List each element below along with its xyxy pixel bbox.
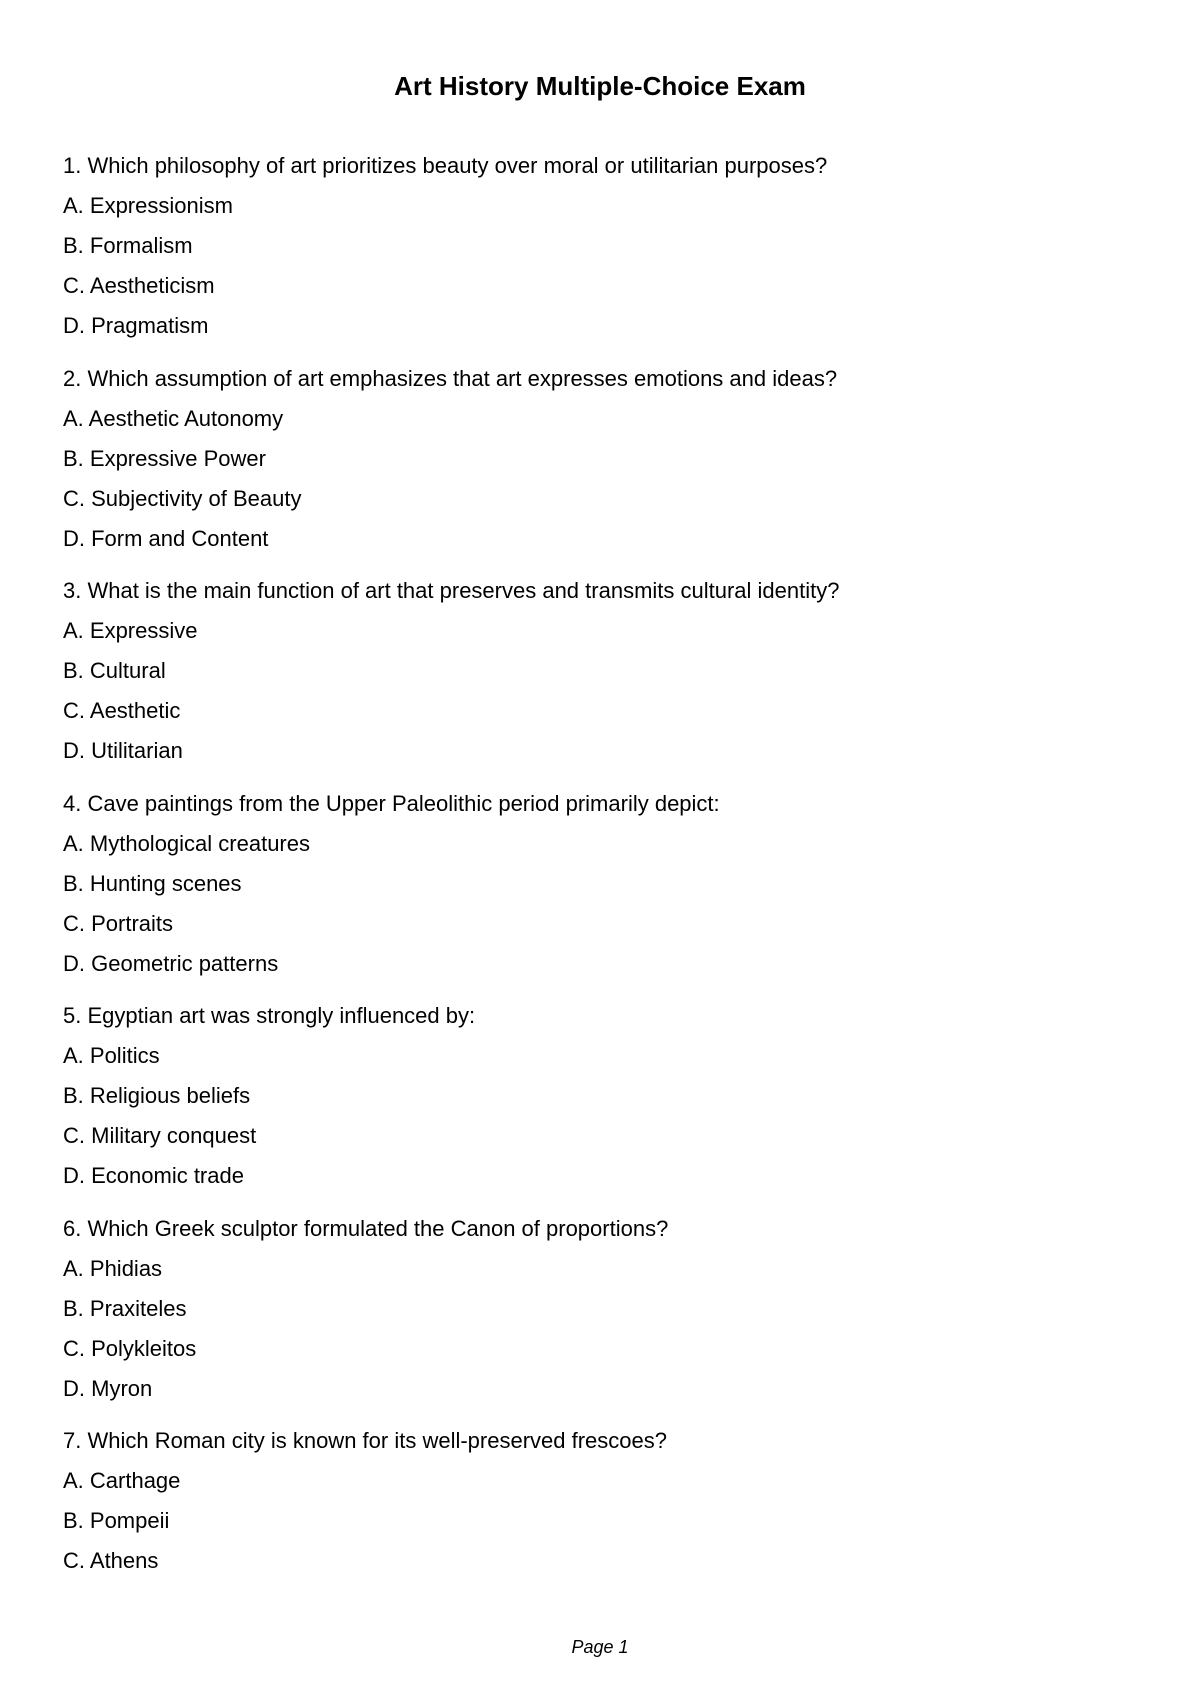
answer-option: A. Expressive: [63, 618, 198, 643]
question-text: 2. Which assumption of art emphasizes that art expresses emotions and ideas?: [63, 365, 838, 391]
answer-option: A. Phidias: [63, 1255, 163, 1281]
question-text: 1. Which philosophy of art prioritizes beauty over moral or utilitarian purposes?: [63, 153, 828, 178]
answer-option: C. Subjectivity of Beauty: [63, 485, 302, 511]
answer-option: B. Formalism: [63, 233, 193, 258]
answer-option: D. Pragmatism: [63, 313, 209, 338]
question-6: [63, 1209, 1143, 1409]
answer-option: C. Athens: [63, 1548, 159, 1573]
question-2: [63, 359, 1143, 559]
question-3: [63, 571, 1143, 771]
answer-option: C. Polykleitos: [63, 1335, 197, 1361]
page-title: Art History Multiple-Choice Exam: [394, 71, 806, 101]
answer-option: D. Geometric patterns: [63, 950, 279, 976]
page-number: Page 1: [571, 1637, 629, 1657]
answer-option: B. Expressive Power: [63, 445, 266, 471]
question-text: 3. What is the main function of art that preserves and transmits cultural identity?: [63, 578, 840, 603]
answer-option: A. Expressionism: [63, 193, 233, 218]
answer-option: A. Mythological creatures: [63, 830, 310, 856]
question-text: 7. Which Roman city is known for its well-preserved frescoes?: [63, 1428, 667, 1453]
answer-option: C. Aestheticism: [63, 273, 215, 298]
answer-option: C. Portraits: [63, 910, 174, 936]
answer-option: B. Hunting scenes: [63, 870, 242, 896]
answer-option: B. Religious beliefs: [63, 1083, 251, 1108]
answer-option: D. Economic trade: [63, 1163, 244, 1188]
answer-option: D. Myron: [63, 1375, 153, 1401]
answer-option: B. Cultural: [63, 658, 166, 683]
answer-option: A. Aesthetic Autonomy: [63, 405, 284, 431]
answer-option: D. Form and Content: [63, 525, 269, 551]
answer-option: B. Praxiteles: [63, 1295, 187, 1321]
question-list: [63, 146, 1143, 1594]
answer-option: D. Utilitarian: [63, 738, 183, 763]
answer-option: C. Aesthetic: [63, 698, 181, 723]
answer-option: A. Carthage: [63, 1468, 181, 1493]
question-text: 4. Cave paintings from the Upper Paleolithic period primarily depict:: [63, 790, 720, 816]
question-1: [63, 146, 1143, 346]
question-7: [63, 1421, 1143, 1581]
question-4: [63, 784, 1143, 984]
answer-option: A. Politics: [63, 1043, 160, 1068]
question-5: [63, 996, 1143, 1196]
question-text: 5. Egyptian art was strongly influenced by:: [63, 1003, 476, 1028]
answer-option: C. Military conquest: [63, 1123, 257, 1148]
answer-option: B. Pompeii: [63, 1508, 170, 1533]
question-text: 6. Which Greek sculptor formulated the Canon of proportions?: [63, 1215, 669, 1241]
